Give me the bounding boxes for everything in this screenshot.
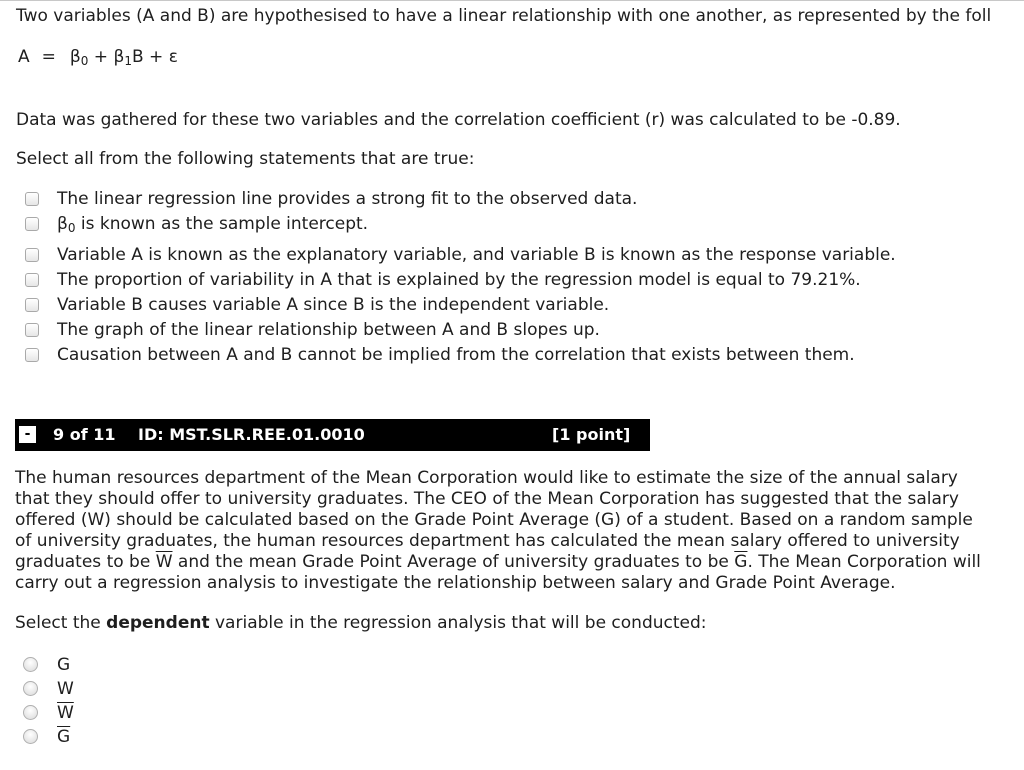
option-label-text: is known as the sample intercept. bbox=[75, 214, 369, 234]
option-label: Variable B causes variable A since B is the independent variable. bbox=[57, 295, 610, 315]
question-points: [1 point] bbox=[552, 425, 631, 444]
eq-epsilon: ε bbox=[168, 47, 178, 67]
prompt-text: variable in the regression analysis that will be conducted: bbox=[209, 613, 707, 633]
body-text: graduates to be bbox=[15, 552, 156, 572]
option-label: The graph of the linear relationship between A and B slopes up. bbox=[57, 320, 600, 340]
question-number: 9 of 11 bbox=[53, 425, 116, 444]
eq-beta0: β bbox=[69, 47, 81, 67]
body-line: The human resources department of the Mean Corporation would like to estimate the size of the annual salary bbox=[15, 468, 958, 488]
question-header-bar bbox=[15, 419, 650, 451]
eq-plus-1: + bbox=[93, 47, 109, 67]
radio-label: $\overline{G}$ bbox=[57, 727, 71, 747]
question8-intro: Two variables (A and B) are hypothesised to have a linear relationship with one another, as represented by the foll bbox=[16, 6, 992, 26]
checkbox-input[interactable] bbox=[25, 248, 39, 262]
option-label: Variable A is known as the explanatory variable, and variable B is known as the response variable. bbox=[57, 245, 896, 265]
correlation-statement: Data was gathered for these two variables and the correlation coefficient (r) was calculated to be -0.89. bbox=[16, 110, 901, 130]
option-label: The linear regression line provides a strong fit to the observed data. bbox=[57, 189, 638, 209]
eq-beta1: β bbox=[113, 47, 125, 67]
radio-input[interactable] bbox=[23, 681, 38, 696]
option-label: The proportion of variability in A that is explained by the regression model is equal to 79.21%. bbox=[57, 270, 861, 290]
radio-label: W bbox=[57, 679, 74, 699]
radio-label: G bbox=[57, 655, 71, 675]
prompt-bold: dependent bbox=[106, 613, 210, 633]
eq-beta0-sub: 0 bbox=[80, 54, 89, 68]
radio-label: $\overline{W}$ bbox=[57, 703, 74, 723]
eq-plus-2: + bbox=[149, 47, 164, 67]
regression-equation bbox=[18, 47, 178, 68]
body-text: . The Mean Corporation will bbox=[747, 552, 981, 572]
collapse-toggle-button[interactable]: - bbox=[19, 426, 36, 443]
question8-prompt: Select all from the following statements that are true: bbox=[16, 149, 475, 169]
question-id: ID: MST.SLR.REE.01.0010 bbox=[138, 425, 365, 444]
body-text: and the mean Grade Point Average of university graduates to be bbox=[172, 552, 735, 572]
radio-input[interactable] bbox=[23, 705, 38, 720]
radio-input[interactable] bbox=[23, 729, 38, 744]
top-divider bbox=[0, 0, 1024, 1]
option-beta-sub: 0 bbox=[67, 221, 76, 235]
eq-equals: = bbox=[41, 47, 56, 67]
option-beta-symbol: β bbox=[57, 214, 68, 234]
body-line: carry out a regression analysis to investigate the relationship between salary and Grade Point Average. bbox=[15, 573, 896, 593]
radio-input[interactable] bbox=[23, 657, 38, 672]
checkbox-input[interactable] bbox=[25, 192, 39, 206]
body-line: offered (W) should be calculated based on the Grade Point Average (G) of a student. Based on a random sample bbox=[15, 510, 973, 530]
checkbox-input[interactable] bbox=[25, 217, 39, 231]
mean-g-symbol: $\overline{G}$ bbox=[734, 552, 748, 572]
option-label: Causation between A and B cannot be implied from the correlation that exists between them. bbox=[57, 345, 855, 365]
checkbox-input[interactable] bbox=[25, 348, 39, 362]
eq-var-b: B bbox=[131, 47, 144, 67]
mean-w-symbol: $\overline{W}$ bbox=[155, 552, 173, 572]
body-line: of university graduates, the human resources department has calculated the mean salary offered to university bbox=[15, 531, 960, 551]
checkbox-input[interactable] bbox=[25, 323, 39, 337]
body-line: that they should offer to university graduates. The CEO of the Mean Corporation has suggested that the salary bbox=[15, 489, 959, 509]
eq-lhs: A bbox=[18, 47, 30, 67]
option-label bbox=[57, 214, 368, 235]
question9-prompt bbox=[15, 613, 707, 633]
prompt-text: Select the bbox=[15, 613, 107, 633]
checkbox-input[interactable] bbox=[25, 298, 39, 312]
body-line bbox=[15, 552, 1010, 573]
checkbox-input[interactable] bbox=[25, 273, 39, 287]
question9-body bbox=[15, 468, 1010, 594]
eq-beta1-sub: 1 bbox=[124, 54, 132, 68]
